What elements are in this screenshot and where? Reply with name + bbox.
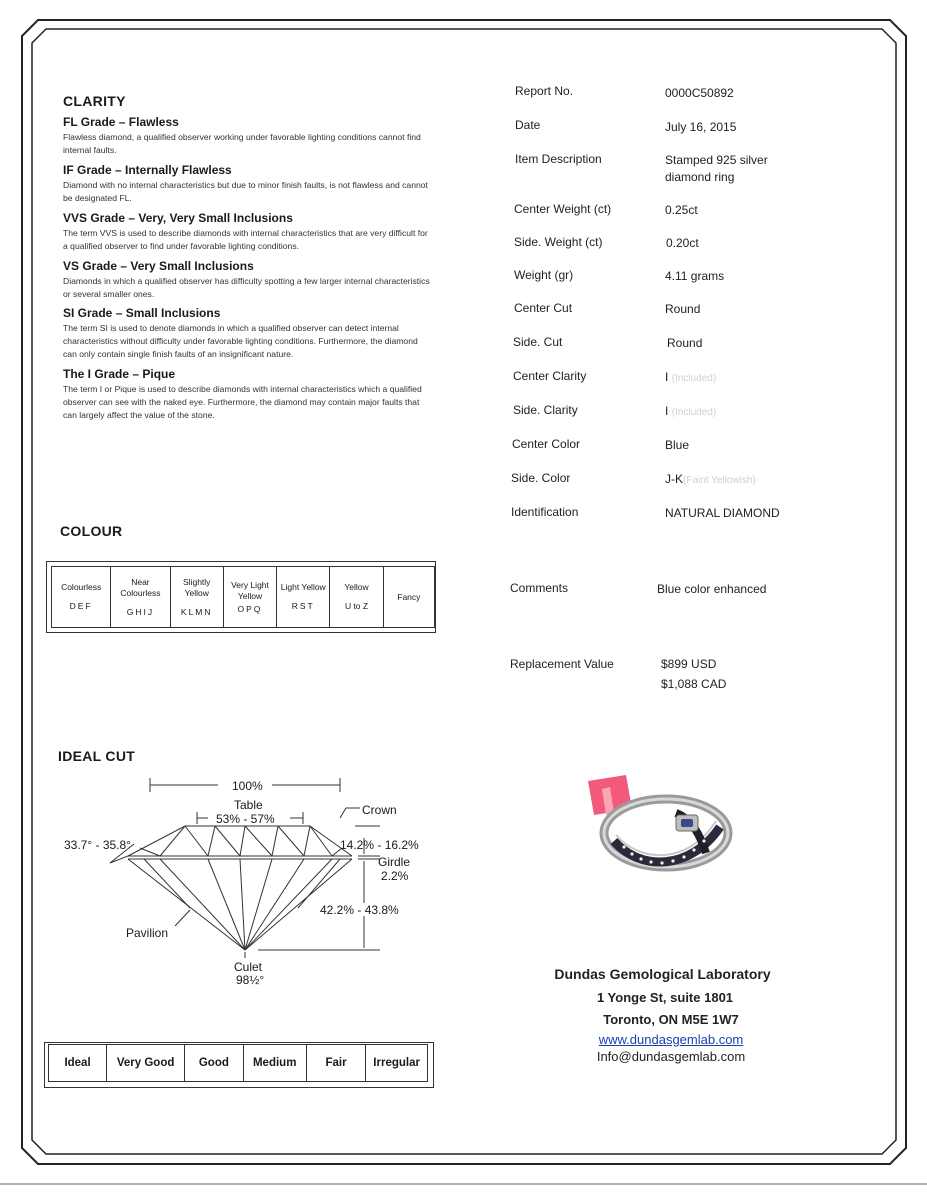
- side-clarity-value: [665, 404, 716, 418]
- lab-address-line1: 1 Yonge St, suite 1801: [596, 990, 734, 1005]
- colour-name: Light Yellow: [280, 582, 326, 592]
- center-clarity-value: [665, 370, 716, 384]
- center-clarity-grade: I: [665, 370, 669, 384]
- crown-angle-label: 33.7° - 35.8°: [64, 838, 131, 852]
- date-label: Date: [515, 118, 541, 132]
- center-weight-label: Center Weight (ct): [514, 202, 612, 216]
- colour-cell-very-light-yellow: [223, 567, 276, 628]
- side-clarity-label: Side. Clarity: [513, 403, 578, 417]
- table-range-label: 53% - 57%: [216, 812, 275, 826]
- side-cut-value: Round: [667, 336, 703, 350]
- colour-grades: KLMN: [180, 606, 213, 617]
- clarity-grade-vs: [63, 259, 433, 301]
- colour-cell-near-colourless: [111, 567, 170, 628]
- ring-photo: [580, 775, 740, 885]
- cut-grade-very-good: Very Good: [107, 1045, 185, 1082]
- clarity-grade-if: [63, 163, 433, 205]
- clarity-grade-vvs: [63, 211, 433, 253]
- center-color-value: Blue: [665, 438, 690, 452]
- cut-grade-medium: Medium: [243, 1045, 306, 1082]
- lab-name: Dundas Gemological Laboratory: [554, 966, 771, 982]
- colour-cell-fancy: [383, 567, 434, 628]
- side-color-label: Side. Color: [511, 471, 571, 485]
- grade-title: The I Grade – Pique: [63, 367, 176, 381]
- lab-address-line2: Toronto, ON M5E 1W7: [603, 1012, 739, 1027]
- grade-description: Flawless diamond, a qualified observer working under favorable lighting conditions cannot find internal faults.: [63, 132, 421, 155]
- culet-value-label: 98½°: [236, 973, 265, 987]
- weight-value: 4.11 grams: [665, 269, 725, 283]
- weight-label: Weight (gr): [514, 268, 574, 282]
- colour-cell-slightly-yellow: [170, 567, 223, 628]
- lab-email: Info@dundasgemlab.com: [596, 1049, 746, 1064]
- center-clarity-faded: (Included): [671, 373, 717, 384]
- lab-website[interactable]: www.dundasgemlab.com: [598, 1032, 744, 1047]
- comments-value: Blue color enhanced: [657, 582, 767, 596]
- center-color-label: Center Color: [512, 437, 581, 451]
- colour-grade-row: [52, 567, 435, 628]
- colour-cell-light-yellow: [277, 567, 330, 628]
- grade-title: FL Grade – Flawless: [63, 115, 179, 129]
- grade-title: VVS Grade – Very, Very Small Inclusions: [63, 211, 293, 225]
- center-weight-value: 0.25ct: [665, 203, 698, 217]
- report-no-label: Report No.: [515, 84, 574, 98]
- colour-grades: GHIJ: [126, 606, 155, 617]
- colour-name: Fancy: [397, 591, 421, 602]
- crown-label: Crown: [362, 803, 397, 817]
- cut-grade-fair: Fair: [306, 1045, 365, 1082]
- colour-grades: RST: [291, 601, 315, 611]
- grade-title: IF Grade – Internally Flawless: [63, 163, 232, 177]
- side-weight-label: Side. Weight (ct): [514, 235, 603, 249]
- girdle-label: Girdle: [378, 855, 411, 869]
- clarity-grade-fl: [63, 115, 433, 157]
- colour-cell-yellow: [330, 567, 383, 628]
- grade-description: Diamond with no internal characteristics but due to minor finish faults, is not flawless and cannot be designated FL.: [63, 180, 428, 203]
- ideal-cut-title: IDEAL CUT: [58, 748, 136, 764]
- cut-grade-row: [49, 1045, 428, 1082]
- cut-grade-table: [48, 1044, 428, 1082]
- grade-description: The term I or Pique is used to describe diamonds with internal characteristics which a qualified observer can see with the naked eye. Furthermore, the diamond may contain major faults that can largely affect the value of the stone.: [63, 384, 422, 420]
- clarity-grade-si: [63, 306, 433, 361]
- colour-grades: U to Z: [344, 601, 369, 611]
- side-weight-value: 0.20ct: [666, 236, 699, 250]
- item-description-value-line2: diamond ring: [665, 170, 735, 184]
- center-clarity-label: Center Clarity: [513, 369, 587, 383]
- crown-height-label: 14.2% - 16.2%: [340, 838, 419, 852]
- colour-grades: DEF: [69, 601, 93, 611]
- identification-value: NATURAL DIAMOND: [665, 506, 780, 520]
- colour-title: COLOUR: [60, 523, 123, 539]
- grade-title: SI Grade – Small Inclusions: [63, 306, 221, 320]
- colour-name: Yellow: [344, 582, 369, 592]
- cut-grade-good: Good: [185, 1045, 243, 1082]
- center-cut-value: Round: [665, 302, 701, 316]
- replacement-value-label: Replacement Value: [510, 657, 614, 671]
- colour-name: Colourless: [61, 582, 102, 592]
- grade-description: The term VVS is used to describe diamonds with internal characteristics that are very difficult for a qualified observer to find under favorable lighting conditions.: [63, 228, 428, 251]
- cut-grade-irregular: Irregular: [366, 1045, 428, 1082]
- colour-name: Very Light Yellow: [231, 579, 269, 601]
- date-value: July 16, 2015: [665, 120, 737, 134]
- center-cut-label: Center Cut: [514, 301, 573, 315]
- side-clarity-grade: I: [665, 404, 669, 418]
- colour-name: Slightly Yellow: [183, 576, 211, 598]
- pavilion-label: Pavilion: [126, 926, 169, 940]
- colour-cell-colourless: [52, 567, 111, 628]
- grade-description: Diamonds in which a qualified observer has difficulty spotting a few larger internal characteristics or several smaller ones.: [63, 276, 430, 299]
- replacement-value-usd: $899 USD: [661, 657, 717, 671]
- culet-label: Culet: [234, 960, 263, 974]
- width-label: 100%: [232, 779, 263, 793]
- replacement-value-cad: $1,088 CAD: [661, 677, 727, 691]
- side-cut-label: Side. Cut: [513, 335, 563, 349]
- side-color-value: [665, 472, 756, 486]
- comments-label: Comments: [510, 581, 569, 595]
- pavilion-depth-label: 42.2% - 43.8%: [320, 903, 399, 917]
- identification-label: Identification: [511, 505, 579, 519]
- table-label: Table: [234, 798, 263, 812]
- girdle-pct-label: 2.2%: [381, 869, 409, 883]
- colour-name: Near Colourless: [120, 576, 161, 598]
- side-color-faded: (Faint Yellowish): [683, 475, 756, 486]
- item-description-label: Item Description: [515, 152, 602, 166]
- grade-title: VS Grade – Very Small Inclusions: [63, 259, 254, 273]
- grade-description: The term SI is used to denote diamonds in which a qualified observer can detect internal characteristics without difficulty under favorable lighting conditions. Furthermore, the diamond can only contain single finish faults of an insignificant nature.: [63, 323, 418, 359]
- clarity-grade-i: [63, 367, 433, 422]
- side-color-grade: J-K: [665, 472, 683, 486]
- colour-grade-table: [51, 566, 435, 628]
- colour-grades: OPQ: [237, 603, 263, 614]
- lab-website-link[interactable]: [560, 1032, 782, 1047]
- report-no-value: 0000C50892: [665, 86, 734, 100]
- cut-grade-ideal: Ideal: [49, 1045, 107, 1082]
- side-clarity-faded: (Included): [671, 407, 717, 418]
- clarity-title: CLARITY: [63, 93, 126, 109]
- item-description-value-line1: Stamped 925 silver: [665, 153, 768, 167]
